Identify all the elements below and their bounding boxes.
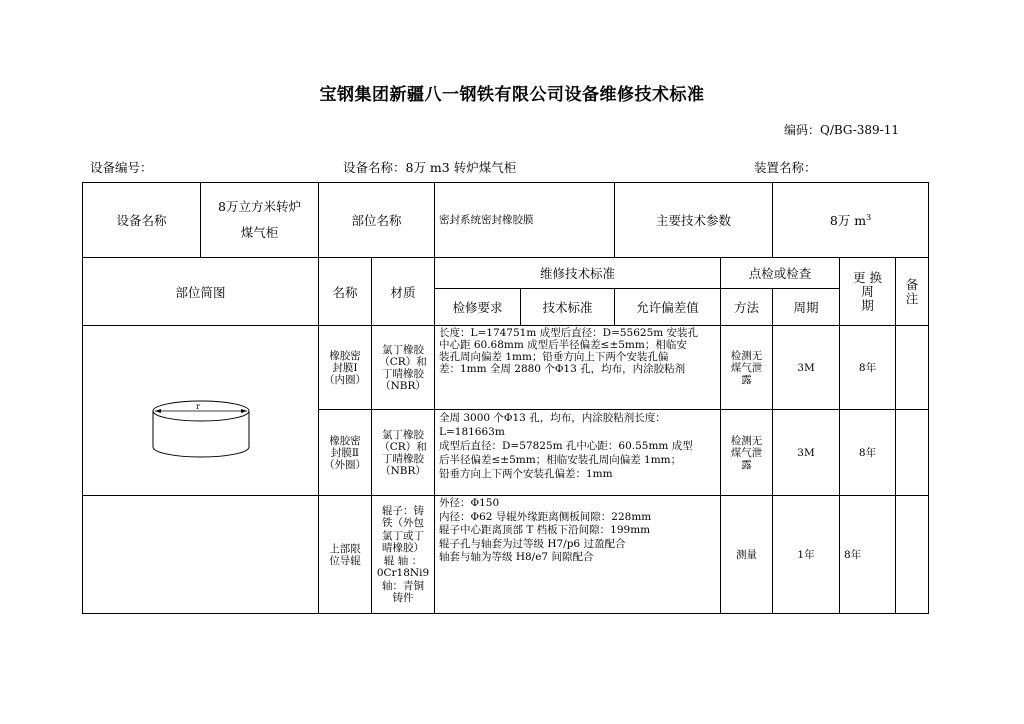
row2-remark [896,410,929,496]
col-remark [896,258,929,326]
cylinder-sketch [146,397,256,463]
col-remark-line-1: 备 [905,276,919,292]
row1-method-line: 露 [741,373,752,386]
row1-standard-line: 长度：L=174751m 成型后直径：D=55625m 安装孔 [439,327,699,339]
row1-standard-line: 差：1mm 全周 2880 个Φ13 孔，均布，内涂胶粘剂 [439,363,686,375]
main-params-number: 8万 m [829,213,867,228]
row2-method [721,410,773,496]
row3-replace: 8年 [840,496,896,614]
row3-standard-line: 辊子孔与轴套为过等级 H7/p6 过盈配合 [439,537,626,550]
equip-name-label: 设备名称 [83,183,201,258]
row3-remark [896,496,929,614]
row3-standard-line: 外径：Φ150 [439,497,500,509]
row2-material-line: 丁晴橡胶 [382,452,424,465]
row3-method-line: 测量 [736,548,757,561]
col-tech-std: 技术标准 [521,289,615,326]
col-replace-line-1: 更 换 [853,269,882,285]
row1-name [319,326,372,410]
row1-name-line: 橡胶密 [329,349,361,362]
col-replace-period [840,258,896,326]
row2-method-line: 煤气泄 [730,446,763,459]
col-name: 名称 [319,258,372,326]
row1-name-line: 封膜Ⅰ [332,361,358,374]
maintenance-standard-table [82,182,929,614]
row3-standard-line: 辊子中心距离顶部 T 档板下沿间隙：199mm [439,524,651,536]
col-maintenance-std: 维修技术标准 [435,258,721,289]
row2-material-line: 氯丁橡胶 [382,428,424,441]
row3-material-line: 辊 轴 ： [383,554,423,567]
part-name-value: 密封系统密封橡胶膜 [435,183,615,258]
col-period: 周期 [773,289,840,326]
row2-standard-line: 铅垂方向上下两个安装孔偏差：1mm [439,468,613,480]
equip-name-value-line-2: 煤气柜 [240,225,279,240]
row1-standard-line: 中心距 60.68mm 成型后半径偏差≤±5mm；相临安 [439,339,687,351]
row1-name-line: （内圈） [324,373,366,386]
row1-material [372,326,435,410]
main-params-value [773,183,929,258]
row1-standard [435,326,721,410]
device-name-label: 装置名称： [754,160,817,175]
main-params-label: 主要技术参数 [615,183,773,258]
header-row [83,183,929,258]
row1-period: 3M [773,326,840,410]
col-method: 方法 [721,289,773,326]
row3-standard-line: 轴套与轴为等级 H8/e7 间隙配合 [439,551,594,563]
row3-name-line: 上部限 [329,542,361,555]
row1-method-line: 煤气泄 [730,361,763,374]
part-sketch-cell [83,326,319,496]
col-replace-line-3: 期 [861,297,874,313]
col-tolerance: 允许偏差值 [615,289,721,326]
row2-name-line: 封膜Ⅱ [330,446,360,459]
column-header-row-1 [83,258,929,289]
row1-material-line: （NBR） [380,379,426,392]
equip-name-value [201,183,319,258]
col-replace-line-2: 周 [861,283,874,299]
row2-material [372,410,435,496]
row3-material-line: 氯丁或丁 [382,529,424,542]
row2-material-line: （CR）和 [379,440,427,453]
col-part-sketch: 部位简图 [83,258,319,326]
col-material: 材质 [372,258,435,326]
table-row [83,326,929,410]
main-params-superscript: 3 [866,212,872,222]
row3-name-line: 位导辊 [329,554,361,567]
row1-material-line: （CR）和 [379,355,427,368]
row2-name-line: （外圈） [324,458,366,471]
row2-replace: 8年 [840,410,896,496]
equipment-name-text: 设备名称：8万 m3 转炉煤气柜 [343,160,517,175]
row3-material-line: 铁（外包 [382,517,424,529]
row3-method [721,496,773,614]
row1-material-line: 丁晴橡胶 [382,367,424,380]
row3-material-line: 铸件 [392,592,414,604]
document-title: 宝钢集团新疆八一钢铁有限公司设备维修技术标准 [319,85,705,105]
row2-standard-line: L=181663m [439,426,505,438]
row2-name-line: 橡胶密 [329,434,361,447]
row1-remark [896,326,929,410]
row1-material-line: 氯丁橡胶 [382,343,424,356]
row2-material-line: （NBR） [380,464,426,477]
row3-period: 1年 [773,496,840,614]
row3-name [319,496,372,614]
row2-period: 3M [773,410,840,496]
col-inspection: 点检或检查 [721,258,840,289]
row2-method-line: 检测无 [730,434,763,447]
row3-sketch-cell [83,496,319,614]
document-code: 编码：Q/BG-389-11 [784,123,900,137]
table-row [83,496,929,614]
row3-standard-line: 内径：Φ62 导辊外缘距离侧板间隙：228mm [439,510,652,523]
col-remark-line-2: 注 [905,290,919,306]
row2-standard [435,410,721,496]
row3-material-line: 辊子：铸 [382,504,424,517]
row1-method-line: 检测无 [730,349,763,362]
row2-standard-line: 全周 3000 个Φ13 孔，均布，内涂胶粘剂长度： [439,412,666,424]
row3-material-line: 轴：青铜 [382,579,424,592]
row3-standard [435,496,721,614]
row1-method [721,326,773,410]
part-name-label: 部位名称 [319,183,435,258]
equipment-no-label: 设备编号： [90,160,153,175]
row2-standard-line: 成型后直径：D=57825m 孔中心距：60.55mm 成型 [439,440,693,452]
row2-method-line: 露 [741,458,752,471]
row1-replace: 8年 [840,326,896,410]
row1-standard-line: 装孔周向偏差 1mm；铅垂方向上下两个安装孔偏 [439,351,669,363]
row2-name [319,410,372,496]
equip-name-value-line-1: 8万立方米转炉 [218,199,301,214]
row3-material-line: 晴橡胶） [382,542,424,554]
col-check-req: 检修要求 [435,289,521,326]
row3-material-line: 0Cr18Ni9 [376,567,430,579]
row3-material [372,496,435,614]
radius-label: r [195,401,200,411]
row2-standard-line: 后半径偏差≤±5mm；相临安装孔周向偏差 1mm； [439,454,682,466]
